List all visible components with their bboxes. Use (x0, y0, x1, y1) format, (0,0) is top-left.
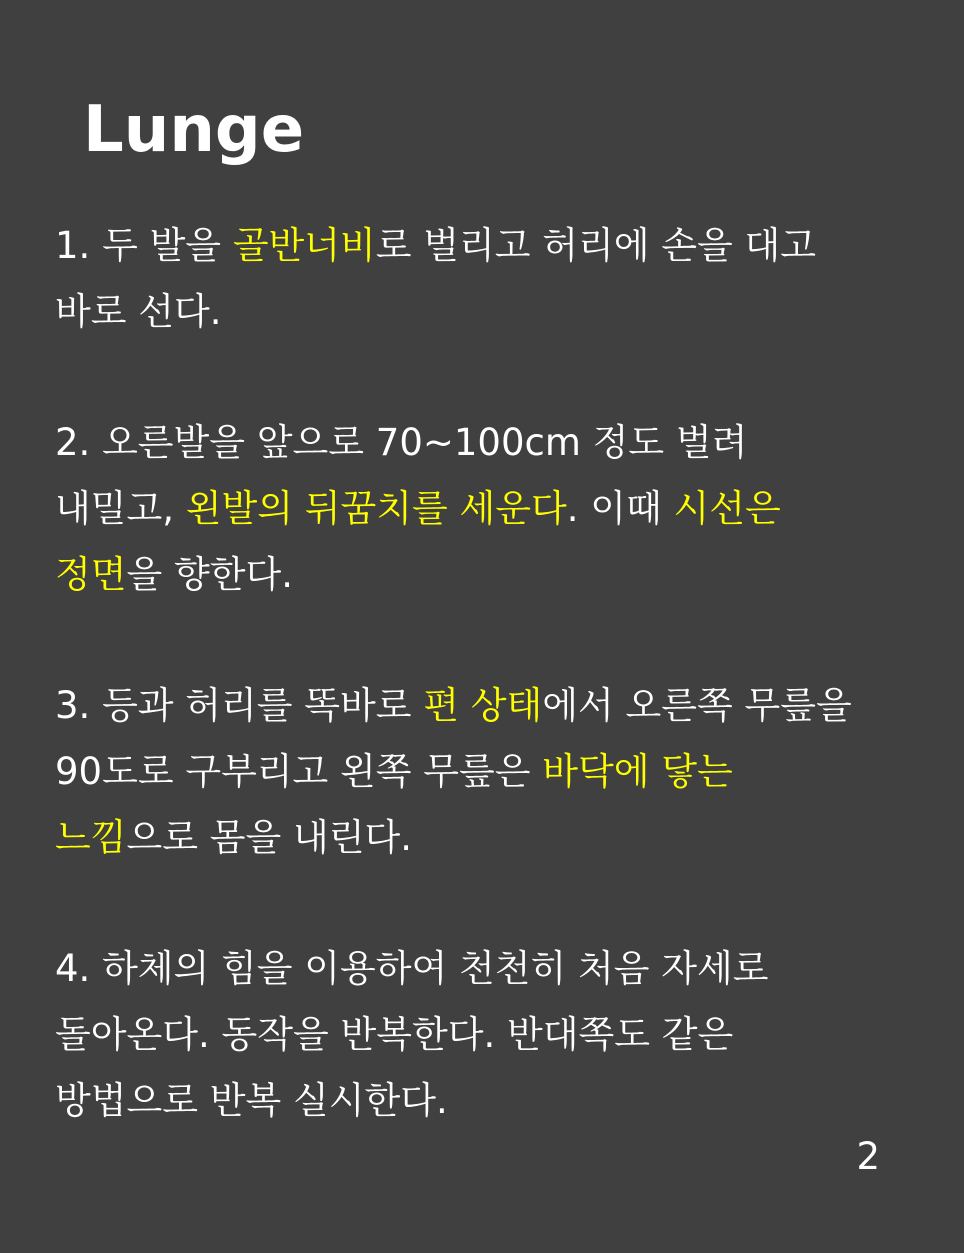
highlighted-text: 바닥에 닿는 느낌 (55, 750, 733, 859)
step-text: 에서 오른쪽 무릎을 90도로 구부리고 왼쪽 무릎은 (55, 684, 852, 793)
step-2 (55, 410, 875, 608)
step-text: 2. 오른발을 앞으로 70~100cm 정도 벌려 내밀고, (55, 421, 748, 530)
highlighted-text: 왼발의 뒤꿈치를 세운다 (185, 487, 567, 530)
step-4 (55, 936, 875, 1134)
step-1 (55, 213, 875, 345)
step-text: 로 벌리고 허리에 손을 대고 바로 선다. (55, 224, 816, 333)
step-text: 3. 등과 허리를 똑바로 (55, 684, 424, 727)
step-text: 을 향한다. (126, 553, 293, 596)
step-3 (55, 673, 875, 871)
highlighted-text: 시선은 정면 (55, 487, 781, 596)
highlighted-text: 골반너비 (232, 224, 376, 267)
page-title: Lunge (83, 93, 305, 167)
highlighted-text: 편 상태 (423, 684, 543, 727)
step-text: . 이때 (566, 487, 674, 530)
step-text: 4. 하체의 힘을 이용하여 천천히 처음 자세로 돌아온다. 동작을 반복한다. 반대쪽도 같은 방법으로 반복 실시한다. (55, 947, 769, 1122)
step-text: 으로 몸을 내린다. (126, 816, 412, 859)
step-text: 1. 두 발을 (55, 224, 233, 267)
page-number: 2 (856, 1135, 880, 1178)
